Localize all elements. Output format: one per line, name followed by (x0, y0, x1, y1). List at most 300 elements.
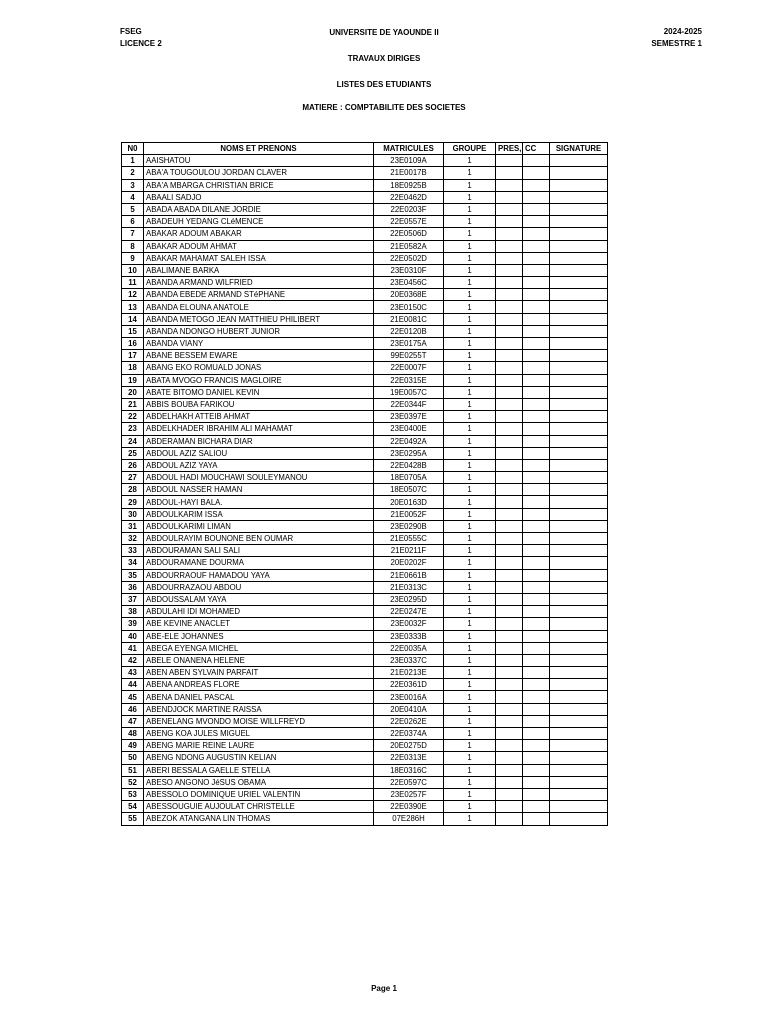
signature-cell (550, 435, 608, 447)
table-row (122, 289, 608, 301)
group: 1 (444, 155, 496, 167)
presence-cell (496, 740, 523, 752)
matricule: 23E0016A (374, 691, 444, 703)
group: 1 (444, 167, 496, 179)
row-number: 1 (122, 155, 144, 167)
cc-cell (523, 654, 550, 666)
signature-cell (550, 496, 608, 508)
signature-cell (550, 533, 608, 545)
table-row (122, 630, 608, 642)
student-name: ABDOUL HADI MOUCHAWI SOULEYMANOU (144, 472, 374, 484)
signature-cell (550, 459, 608, 471)
group: 1 (444, 508, 496, 520)
signature-cell (550, 155, 608, 167)
signature-cell (550, 484, 608, 496)
presence-cell (496, 545, 523, 557)
header-signature: SIGNATURE (550, 143, 608, 155)
row-number: 19 (122, 374, 144, 386)
presence-cell (496, 752, 523, 764)
cc-cell (523, 606, 550, 618)
student-name: ABE KEVINE ANACLET (144, 618, 374, 630)
table-row (122, 155, 608, 167)
presence-cell (496, 374, 523, 386)
presence-cell (496, 801, 523, 813)
group: 1 (444, 520, 496, 532)
cc-cell (523, 520, 550, 532)
table-row (122, 423, 608, 435)
signature-cell (550, 654, 608, 666)
presence-cell (496, 520, 523, 532)
cc-cell (523, 752, 550, 764)
student-name: ABEZOK ATANGANA LIN THOMAS (144, 813, 374, 825)
group: 1 (444, 472, 496, 484)
row-number: 16 (122, 338, 144, 350)
row-number: 30 (122, 508, 144, 520)
presence-cell (496, 618, 523, 630)
cc-cell (523, 642, 550, 654)
student-name: ABDOURRAOUF HAMADOU YAYA (144, 569, 374, 581)
group: 1 (444, 191, 496, 203)
student-name: ABERI BESSALA GAELLE STELLA (144, 764, 374, 776)
matricule: 21E0555C (374, 533, 444, 545)
table-row (122, 179, 608, 191)
group: 1 (444, 411, 496, 423)
cc-cell (523, 386, 550, 398)
table-row (122, 533, 608, 545)
row-number: 51 (122, 764, 144, 776)
signature-cell (550, 228, 608, 240)
matricule: 22E0262E (374, 715, 444, 727)
matricule: 20E0410A (374, 703, 444, 715)
table-row (122, 593, 608, 605)
cc-cell (523, 447, 550, 459)
cc-cell (523, 313, 550, 325)
student-name: ABENG NDONG AUGUSTIN KELIAN (144, 752, 374, 764)
matricule: 22E0428B (374, 459, 444, 471)
matricule: 21E0081C (374, 313, 444, 325)
table-row (122, 447, 608, 459)
presence-cell (496, 228, 523, 240)
row-number: 42 (122, 654, 144, 666)
row-number: 4 (122, 191, 144, 203)
cc-cell (523, 289, 550, 301)
cc-cell (523, 618, 550, 630)
table-row (122, 411, 608, 423)
matricule: 23E0400E (374, 423, 444, 435)
cc-cell (523, 484, 550, 496)
matricule: 18E0705A (374, 472, 444, 484)
presence-cell (496, 715, 523, 727)
table-row (122, 252, 608, 264)
group: 1 (444, 301, 496, 313)
student-name: ABDOULKARIMI LIMAN (144, 520, 374, 532)
level-label: LICENCE 2 (120, 39, 162, 48)
group: 1 (444, 667, 496, 679)
matricule: 23E0150C (374, 301, 444, 313)
student-name: ABANDA METOGO JEAN MATTHIEU PHILIBERT (144, 313, 374, 325)
group: 1 (444, 740, 496, 752)
row-number: 43 (122, 667, 144, 679)
cc-cell (523, 203, 550, 215)
cc-cell (523, 411, 550, 423)
presence-cell (496, 728, 523, 740)
matricule: 23E0257F (374, 788, 444, 800)
presence-cell (496, 252, 523, 264)
matricule: 23E0456C (374, 277, 444, 289)
cc-cell (523, 325, 550, 337)
signature-cell (550, 289, 608, 301)
student-name: ABDOURAMANE DOURMA (144, 557, 374, 569)
row-number: 50 (122, 752, 144, 764)
student-name: ABESSOLO DOMINIQUE URIEL VALENTIN (144, 788, 374, 800)
signature-cell (550, 764, 608, 776)
cc-cell (523, 252, 550, 264)
student-name: ABBIS BOUBA FARIKOU (144, 398, 374, 410)
table-row (122, 508, 608, 520)
student-name: ABANE BESSEM EWARE (144, 350, 374, 362)
signature-cell (550, 203, 608, 215)
table-row (122, 557, 608, 569)
student-name: ABATA MVOGO FRANCIS MAGLOIRE (144, 374, 374, 386)
signature-cell (550, 508, 608, 520)
presence-cell (496, 155, 523, 167)
signature-cell (550, 398, 608, 410)
matricule: 20E0368E (374, 289, 444, 301)
presence-cell (496, 703, 523, 715)
matricule: 23E0032F (374, 618, 444, 630)
matricule: 21E0052F (374, 508, 444, 520)
row-number: 29 (122, 496, 144, 508)
matricule: 22E0315E (374, 374, 444, 386)
group: 1 (444, 569, 496, 581)
group: 1 (444, 459, 496, 471)
signature-cell (550, 593, 608, 605)
group: 1 (444, 593, 496, 605)
signature-cell (550, 301, 608, 313)
presence-cell (496, 179, 523, 191)
signature-cell (550, 618, 608, 630)
matricule: 07E286H (374, 813, 444, 825)
table-row (122, 813, 608, 825)
student-name: ABATE BITOMO DANIEL KEVIN (144, 386, 374, 398)
student-name: AAISHATOU (144, 155, 374, 167)
group: 1 (444, 801, 496, 813)
table-row (122, 496, 608, 508)
matricule: 23E0397E (374, 411, 444, 423)
cc-cell (523, 788, 550, 800)
table-row (122, 325, 608, 337)
signature-cell (550, 277, 608, 289)
signature-cell (550, 728, 608, 740)
row-number: 8 (122, 240, 144, 252)
table-row (122, 740, 608, 752)
student-name: ABANDA ARMAND WILFRIED (144, 277, 374, 289)
presence-cell (496, 764, 523, 776)
student-name: ABDELHAKH ATTEIB AHMAT (144, 411, 374, 423)
signature-cell (550, 338, 608, 350)
student-name: ABENDJOCK MARTINE RAISSA (144, 703, 374, 715)
row-number: 5 (122, 203, 144, 215)
student-name: ABANDA VIANY (144, 338, 374, 350)
presence-cell (496, 338, 523, 350)
table-row (122, 703, 608, 715)
presence-cell (496, 289, 523, 301)
presence-cell (496, 557, 523, 569)
group: 1 (444, 216, 496, 228)
signature-cell (550, 752, 608, 764)
table-row (122, 728, 608, 740)
cc-cell (523, 593, 550, 605)
group: 1 (444, 203, 496, 215)
matricule: 22E0502D (374, 252, 444, 264)
matricule: 23E0290B (374, 520, 444, 532)
group: 1 (444, 691, 496, 703)
cc-cell (523, 362, 550, 374)
matricule: 23E0295D (374, 593, 444, 605)
presence-cell (496, 606, 523, 618)
presence-cell (496, 447, 523, 459)
cc-cell (523, 667, 550, 679)
row-number: 15 (122, 325, 144, 337)
cc-cell (523, 240, 550, 252)
table-row (122, 776, 608, 788)
matricule: 22E0007F (374, 362, 444, 374)
group: 1 (444, 545, 496, 557)
student-name: ABANDA EBEDE ARMAND STéPHANE (144, 289, 374, 301)
student-name: ABDOULRAYIM BOUNONE BEN OUMAR (144, 533, 374, 545)
header-names: NOMS ET PRENONS (144, 143, 374, 155)
matricule: 23E0175A (374, 338, 444, 350)
row-number: 41 (122, 642, 144, 654)
matricule: 22E0374A (374, 728, 444, 740)
table-row (122, 679, 608, 691)
row-number: 25 (122, 447, 144, 459)
group: 1 (444, 606, 496, 618)
signature-cell (550, 813, 608, 825)
signature-cell (550, 191, 608, 203)
group: 1 (444, 423, 496, 435)
student-name: ABA'A TOUGOULOU JORDAN CLAVER (144, 167, 374, 179)
group: 1 (444, 350, 496, 362)
presence-cell (496, 350, 523, 362)
presence-cell (496, 679, 523, 691)
table-row (122, 788, 608, 800)
table-row (122, 398, 608, 410)
matricule: 23E0333B (374, 630, 444, 642)
row-number: 38 (122, 606, 144, 618)
signature-cell (550, 386, 608, 398)
row-number: 49 (122, 740, 144, 752)
group: 1 (444, 252, 496, 264)
cc-cell (523, 338, 550, 350)
header-presence: PRES, (496, 143, 523, 155)
matricule: 22E0247E (374, 606, 444, 618)
presence-cell (496, 423, 523, 435)
table-row (122, 764, 608, 776)
matricule: 22E0597C (374, 776, 444, 788)
cc-cell (523, 459, 550, 471)
academic-year: 2024-2025 (663, 27, 702, 36)
presence-cell (496, 654, 523, 666)
group: 1 (444, 813, 496, 825)
subject-title: MATIERE : COMPTABILITE DES SOCIETES (302, 103, 466, 112)
table-row (122, 752, 608, 764)
matricule: 20E0163D (374, 496, 444, 508)
signature-cell (550, 557, 608, 569)
cc-cell (523, 216, 550, 228)
cc-cell (523, 776, 550, 788)
table-row (122, 277, 608, 289)
table-row (122, 581, 608, 593)
matricule: 22E0313E (374, 752, 444, 764)
student-name: ABDOUSSALAM YAYA (144, 593, 374, 605)
signature-cell (550, 642, 608, 654)
matricule: 22E0390E (374, 801, 444, 813)
row-number: 55 (122, 813, 144, 825)
student-name: ABA'A MBARGA CHRISTIAN BRICE (144, 179, 374, 191)
signature-cell (550, 350, 608, 362)
group: 1 (444, 703, 496, 715)
group: 1 (444, 374, 496, 386)
presence-cell (496, 472, 523, 484)
table-row (122, 240, 608, 252)
presence-cell (496, 277, 523, 289)
lists-title: LISTES DES ETUDIANTS (336, 80, 432, 89)
row-number: 28 (122, 484, 144, 496)
row-number: 27 (122, 472, 144, 484)
group: 1 (444, 484, 496, 496)
presence-cell (496, 362, 523, 374)
cc-cell (523, 557, 550, 569)
matricule: 22E0557E (374, 216, 444, 228)
matricule: 20E0202F (374, 557, 444, 569)
group: 1 (444, 764, 496, 776)
student-name: ABEN ABEN SYLVAIN PARFAIT (144, 667, 374, 679)
page-number: Page 1 (371, 984, 397, 993)
signature-cell (550, 630, 608, 642)
cc-cell (523, 691, 550, 703)
signature-cell (550, 703, 608, 715)
presence-cell (496, 813, 523, 825)
student-name: ABENG KOA JULES MIGUEL (144, 728, 374, 740)
cc-cell (523, 228, 550, 240)
cc-cell (523, 179, 550, 191)
cc-cell (523, 398, 550, 410)
cc-cell (523, 508, 550, 520)
group: 1 (444, 752, 496, 764)
cc-cell (523, 423, 550, 435)
student-name: ABANDA NDONGO HUBERT JUNIOR (144, 325, 374, 337)
cc-cell (523, 569, 550, 581)
group: 1 (444, 435, 496, 447)
signature-cell (550, 167, 608, 179)
table-row (122, 191, 608, 203)
student-name: ABALIMANE BARKA (144, 264, 374, 276)
row-number: 7 (122, 228, 144, 240)
presence-cell (496, 581, 523, 593)
group: 1 (444, 788, 496, 800)
group: 1 (444, 496, 496, 508)
matricule: 22E0203F (374, 203, 444, 215)
table-row (122, 618, 608, 630)
matricule: 22E0462D (374, 191, 444, 203)
row-number: 39 (122, 618, 144, 630)
group: 1 (444, 618, 496, 630)
presence-cell (496, 593, 523, 605)
presence-cell (496, 630, 523, 642)
matricule: 23E0295A (374, 447, 444, 459)
signature-cell (550, 411, 608, 423)
signature-cell (550, 325, 608, 337)
presence-cell (496, 216, 523, 228)
matricule: 22E0035A (374, 642, 444, 654)
matricule: 23E0337C (374, 654, 444, 666)
student-name: ABDELKHADER IBRAHIM ALI MAHAMAT (144, 423, 374, 435)
group: 1 (444, 313, 496, 325)
row-number: 54 (122, 801, 144, 813)
matricule: 22E0344F (374, 398, 444, 410)
student-name: ABDOURRAZAOU ABDOU (144, 581, 374, 593)
matricule: 23E0109A (374, 155, 444, 167)
group: 1 (444, 228, 496, 240)
table-row (122, 654, 608, 666)
presence-cell (496, 508, 523, 520)
row-number: 20 (122, 386, 144, 398)
group: 1 (444, 240, 496, 252)
signature-cell (550, 240, 608, 252)
table-row (122, 569, 608, 581)
cc-cell (523, 581, 550, 593)
row-number: 26 (122, 459, 144, 471)
signature-cell (550, 374, 608, 386)
group: 1 (444, 630, 496, 642)
presence-cell (496, 533, 523, 545)
student-name: ABADEUH YEDANG CLéMENCE (144, 216, 374, 228)
matricule: 21E0582A (374, 240, 444, 252)
student-name: ABDOUL AZIZ YAYA (144, 459, 374, 471)
student-name: ABE-ELE JOHANNES (144, 630, 374, 642)
group: 1 (444, 679, 496, 691)
cc-cell (523, 545, 550, 557)
table-row (122, 545, 608, 557)
presence-cell (496, 240, 523, 252)
matricule: 22E0120B (374, 325, 444, 337)
cc-cell (523, 155, 550, 167)
matricule: 18E0507C (374, 484, 444, 496)
matricule: 22E0492A (374, 435, 444, 447)
group: 1 (444, 715, 496, 727)
signature-cell (550, 740, 608, 752)
cc-cell (523, 167, 550, 179)
presence-cell (496, 264, 523, 276)
signature-cell (550, 362, 608, 374)
group: 1 (444, 277, 496, 289)
semester-label: SEMESTRE 1 (651, 39, 702, 48)
table-row (122, 484, 608, 496)
cc-cell (523, 801, 550, 813)
group: 1 (444, 447, 496, 459)
student-name: ABDULAHI IDI MOHAMED (144, 606, 374, 618)
row-number: 33 (122, 545, 144, 557)
table-row (122, 715, 608, 727)
cc-cell (523, 191, 550, 203)
row-number: 14 (122, 313, 144, 325)
signature-cell (550, 179, 608, 191)
header-cc: CC (523, 143, 550, 155)
row-number: 35 (122, 569, 144, 581)
row-number: 6 (122, 216, 144, 228)
matricule: 21E0017B (374, 167, 444, 179)
